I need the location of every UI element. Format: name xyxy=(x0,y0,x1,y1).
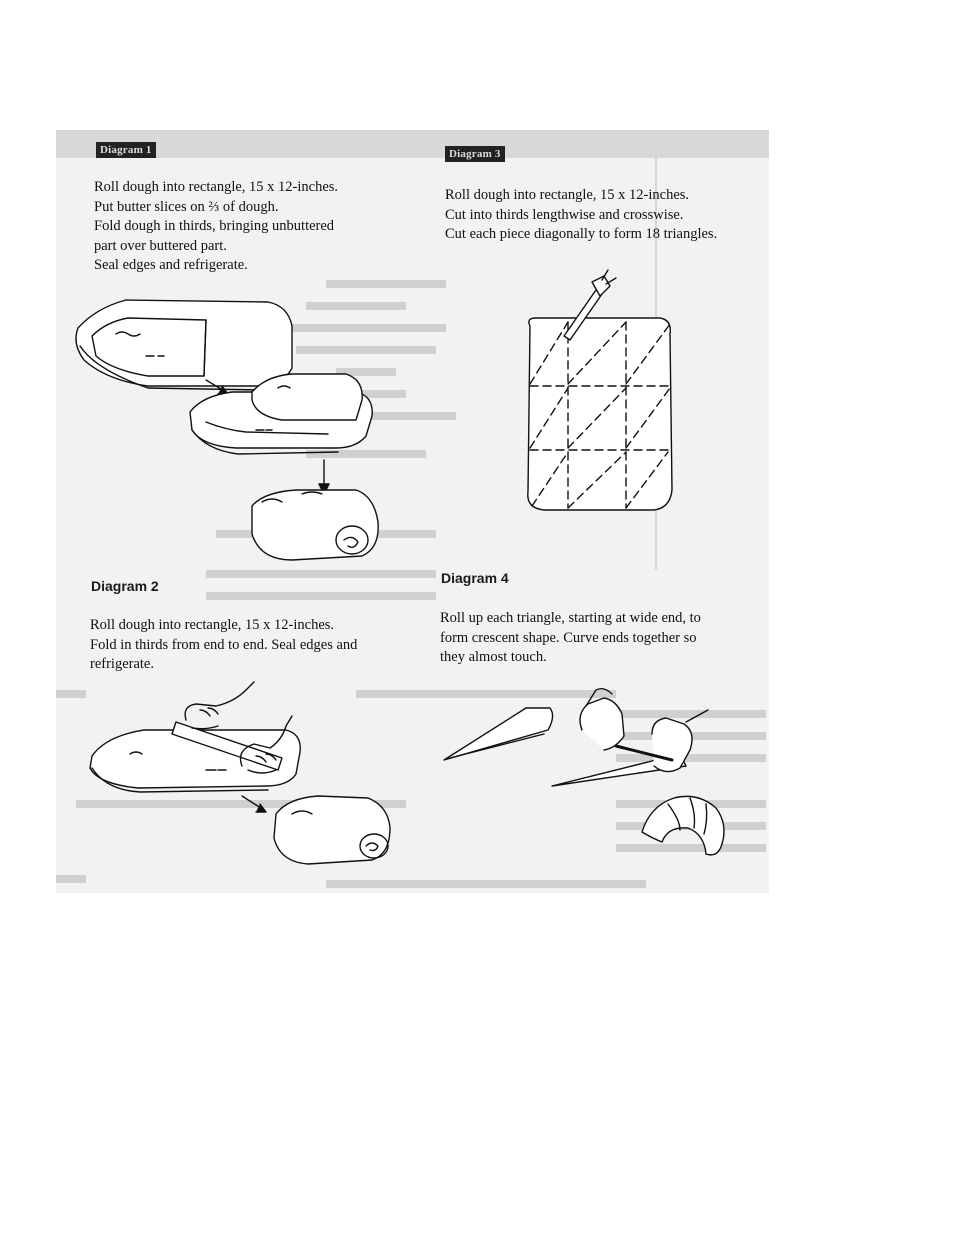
diagram4-heading: Diagram 4 xyxy=(441,570,509,586)
diagram3-line: Cut each piece diagonally to form 18 triangles. xyxy=(445,226,718,242)
diagram3-line: Cut into thirds lengthwise and crosswise. xyxy=(445,206,684,223)
dough-cut-grid-illustration xyxy=(528,318,672,510)
diagram3-line: Roll dough into rectangle, 15 x 12-inches. xyxy=(445,187,690,203)
diagram4-line: they almost touch. xyxy=(440,649,547,665)
diagram1-line: Fold dough in thirds, bringing unbuttered xyxy=(94,218,335,234)
diagram4-line: Roll up each triangle, starting at wide end, to xyxy=(440,610,701,626)
dough-triangle-illustration xyxy=(444,708,553,760)
left-hand-icon xyxy=(185,682,254,729)
diagram3-heading: Diagram 3 xyxy=(445,146,505,162)
diagram4-line: form crescent shape. Curve ends together so xyxy=(440,629,697,646)
diagram1-line: Roll dough into rectangle, 15 x 12-inches. xyxy=(94,179,339,195)
diagram2-line: refrigerate. xyxy=(90,656,154,672)
diagram2-line: Roll dough into rectangle, 15 x 12-inches. xyxy=(90,617,335,633)
dough-sheet-buttered-illustration xyxy=(76,300,292,390)
diagram1-line: Put butter slices on ⅔ of dough. xyxy=(94,198,279,215)
diagram1-heading: Diagram 1 xyxy=(96,142,156,158)
diagram2-line: Fold in thirds from end to end. Seal edges and xyxy=(90,636,358,653)
dough-rolled-illustration xyxy=(252,490,378,560)
hands-rolling-triangle-illustration xyxy=(552,689,708,786)
diagram2-heading: Diagram 2 xyxy=(91,578,159,594)
crescent-roll-illustration xyxy=(642,796,724,855)
dough-rolled-final-illustration xyxy=(274,796,390,864)
diagram1-line: part over buttered part. xyxy=(94,237,227,254)
diagram1-line: Seal edges and refrigerate. xyxy=(94,257,248,273)
scanned-page xyxy=(56,130,769,893)
